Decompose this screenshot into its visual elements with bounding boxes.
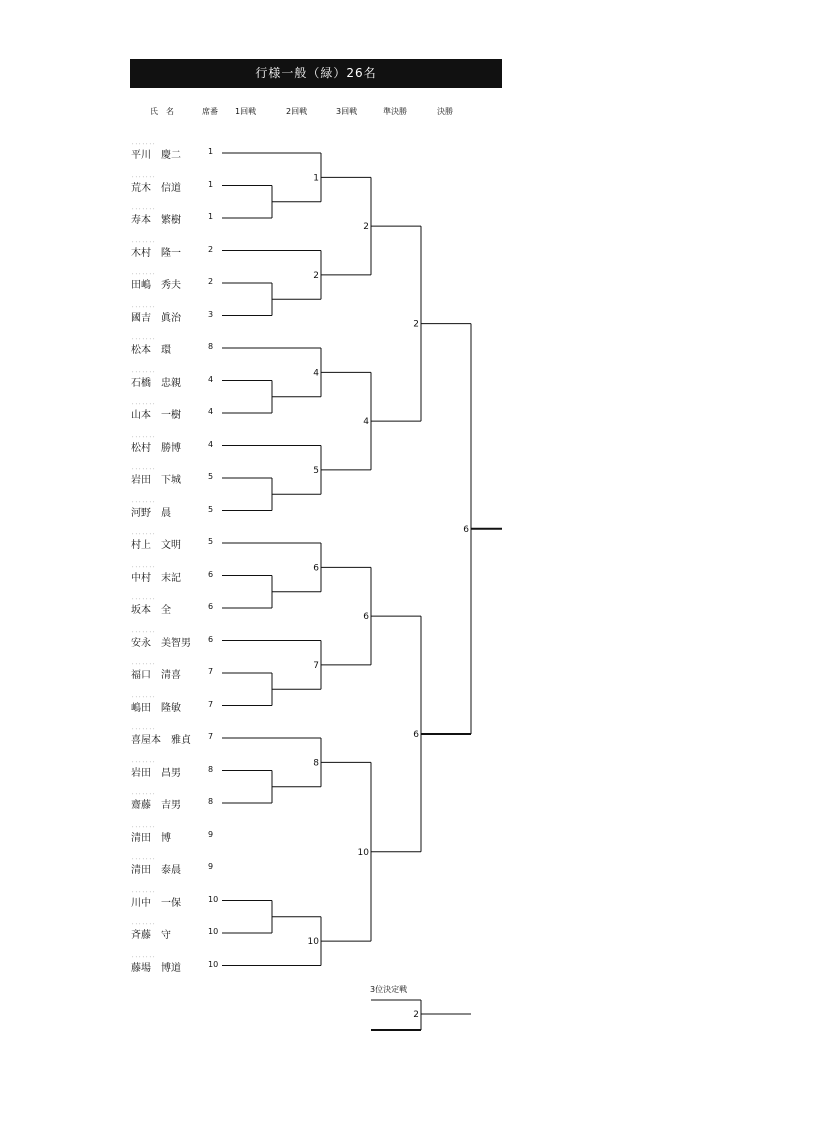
bracket-title: 行様一般（緑）26名: [130, 59, 502, 88]
entrant-seat: 4: [208, 439, 214, 449]
entrant-name: 松本 環: [131, 345, 171, 356]
entrant-seat: 5: [208, 537, 214, 546]
entrant-furigana: ・・・・・・・: [131, 759, 156, 764]
round3-winner-label: 6: [363, 612, 369, 623]
entrant-seat: 6: [208, 634, 214, 644]
entrant-seat: 6: [208, 569, 214, 579]
entrant-seat: 10: [208, 959, 219, 969]
entrant-furigana: ・・・・・・・: [131, 922, 156, 926]
entrant-furigana: ・・・・・・・: [131, 434, 156, 439]
round3-winner-label: 2: [363, 222, 369, 233]
entrant-name: 齋藤 吉男: [131, 800, 181, 811]
entrant-furigana: ・・・・・・・: [131, 207, 156, 211]
entrant-name: 清田 博: [131, 832, 171, 844]
third-place-label: 3位決定戦: [370, 985, 408, 994]
entrant-name: 寿本 繁樹: [131, 215, 181, 226]
entrant-furigana: ・・・・・・・: [131, 532, 156, 536]
entrant-seat: 9: [208, 862, 214, 871]
entrant-furigana: ・・・・・・・: [131, 727, 156, 731]
entrant-name: 石橋 忠親: [131, 377, 181, 389]
entrant-name: 河野 晨: [131, 507, 171, 519]
entrant-name: 嶋田 隆敏: [131, 702, 181, 714]
entrant-furigana: ・・・・・・・: [131, 337, 156, 341]
entrant-name: 坂本 全: [131, 605, 171, 616]
round2-winner-label: 4: [313, 368, 319, 379]
entrant-seat: 7: [208, 732, 214, 741]
entrant-seat: 10: [208, 894, 219, 904]
entrant-name: 川中 一保: [131, 897, 181, 909]
entrant-furigana: ・・・・・・・: [131, 662, 156, 666]
entrant-name: 荒木 信道: [131, 182, 181, 194]
entrant-seat: 8: [208, 797, 214, 806]
round2-winner-label: 2: [313, 270, 319, 281]
entrant-seat: 7: [208, 699, 214, 709]
entrant-seat: 1: [208, 179, 214, 189]
entrant-seat: 1: [208, 147, 214, 156]
round2-winner-label: 1: [313, 173, 319, 184]
entrant-seat: 5: [208, 504, 214, 514]
entrant-name: 斉藤 守: [131, 930, 171, 941]
entrant-furigana: ・・・・・・・: [131, 824, 156, 829]
entrant-seat: 3: [208, 309, 214, 319]
third-place-winner-label: 2: [413, 1010, 419, 1020]
entrant-furigana: ・・・・・・・: [131, 694, 156, 699]
entrant-furigana: ・・・・・・・: [131, 402, 156, 406]
header-round1: 1回戦: [235, 107, 257, 116]
header-seat: 席番: [202, 107, 218, 116]
entrant-furigana: ・・・・・・・: [131, 304, 156, 309]
entrant-seat: 6: [208, 602, 214, 611]
entrant-furigana: ・・・・・・・: [131, 889, 156, 894]
entrant-seat: 5: [208, 472, 214, 481]
entrant-furigana: ・・・・・・・: [131, 857, 156, 861]
entrant-name: 喜屋本 雅貞: [131, 735, 191, 746]
entrant-name: 山本 一樹: [131, 410, 181, 421]
entrant-furigana: ・・・・・・・: [131, 174, 156, 179]
entrant-name: 岩田 下城: [131, 475, 181, 486]
round2-winner-label: 7: [313, 660, 319, 671]
entrant-seat: 10: [208, 927, 219, 936]
entrant-name: 國吉 眞治: [131, 312, 181, 324]
header-semifinal: 準決勝: [383, 107, 407, 116]
entrant-name: 中村 末記: [131, 572, 181, 584]
semifinal-winner-label: 6: [413, 729, 419, 740]
entrant-name: 田嶋 秀夫: [131, 280, 181, 291]
entrant-seat: 8: [208, 342, 214, 351]
entrant-name: 岩田 昌男: [131, 767, 181, 779]
entrant-furigana: ・・・・・・・: [131, 597, 156, 601]
entrant-name: 平川 慶二: [131, 150, 181, 161]
entrant-furigana: ・・・・・・・: [131, 629, 156, 634]
entrant-furigana: ・・・・・・・: [131, 369, 156, 374]
header-round3: 3回戦: [336, 107, 358, 116]
entrant-furigana: ・・・・・・・: [131, 954, 156, 959]
round2-winner-label: 6: [313, 563, 319, 574]
round3-winner-label: 4: [363, 417, 369, 428]
entrant-seat: 2: [208, 277, 214, 286]
entrant-name: 清田 泰晨: [131, 865, 181, 876]
entrant-furigana: ・・・・・・・: [131, 142, 156, 146]
entrant-seat: 2: [208, 244, 214, 254]
entrant-name: 藤場 博道: [131, 962, 181, 974]
entrant-furigana: ・・・・・・・: [131, 499, 156, 504]
semifinal-winner-label: 2: [413, 319, 419, 330]
round2-winner-label: 8: [313, 758, 319, 769]
entrant-seat: 7: [208, 667, 214, 676]
round3-winner-label: 10: [357, 847, 369, 858]
entrant-name: 松村 勝博: [131, 442, 181, 454]
round2-winner-label: 10: [307, 937, 319, 948]
entrant-seat: 4: [208, 407, 214, 416]
final-winner-label: 6: [463, 524, 469, 535]
entrant-furigana: ・・・・・・・: [131, 564, 156, 569]
entrant-name: 木村 隆一: [131, 247, 181, 259]
header-final: 決勝: [437, 107, 453, 116]
entrant-name: 福口 清喜: [131, 670, 181, 681]
header-name: 氏 名: [150, 107, 174, 116]
entrant-seat: 1: [208, 212, 214, 221]
entrant-seat: 4: [208, 374, 214, 384]
entrant-name: 村上 文明: [131, 540, 181, 551]
entrant-seat: 9: [208, 829, 214, 839]
header-round2: 2回戦: [286, 107, 308, 116]
entrant-furigana: ・・・・・・・: [131, 467, 156, 471]
round2-winner-label: 5: [313, 465, 319, 476]
entrant-furigana: ・・・・・・・: [131, 272, 156, 276]
entrant-name: 安永 美智男: [131, 637, 191, 649]
entrant-furigana: ・・・・・・・: [131, 792, 156, 796]
entrant-seat: 8: [208, 764, 214, 774]
entrant-furigana: ・・・・・・・: [131, 239, 156, 244]
